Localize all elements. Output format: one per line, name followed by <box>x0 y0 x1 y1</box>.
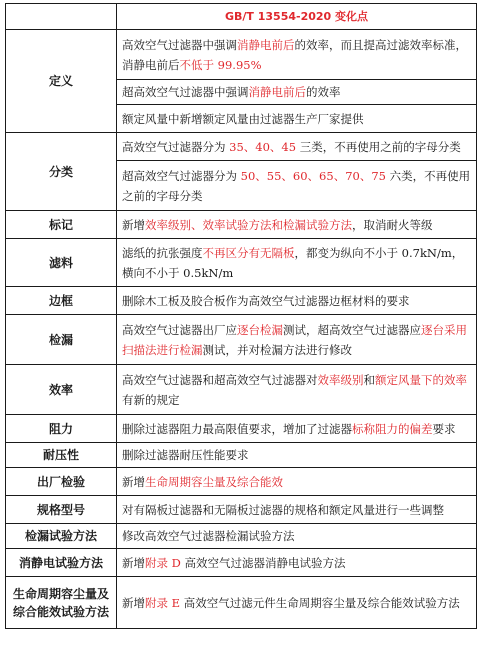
text: 额定风量中新增额定风量由过滤器生产厂家提供 <box>122 111 364 126</box>
highlight: 消静电前后 <box>237 37 295 52</box>
comparison-table-wrapper <box>5 3 477 629</box>
highlight: 不低于 99.95% <box>179 57 262 72</box>
text: 新增 <box>122 595 145 610</box>
text: ，都变为纵向不小于 0.7kN/m，横向不小于 0.5kN/m <box>122 245 464 280</box>
category-pressure: 耐压性 <box>6 443 117 468</box>
category-frame: 边框 <box>6 287 117 315</box>
table-row <box>6 415 477 443</box>
text: 有新的规定 <box>122 392 180 407</box>
table-row <box>6 133 477 161</box>
text: 三类，不再使用之前的字母分类 <box>296 139 461 154</box>
classification-item-1 <box>117 133 477 161</box>
efficiency-content <box>117 365 477 415</box>
category-spec-model: 规格型号 <box>6 496 117 524</box>
text: 高效空气过滤器中强调 <box>122 37 237 52</box>
table-row <box>6 239 477 287</box>
text: 删除过滤器耐压性能要求 <box>122 448 249 462</box>
filter-media-content <box>117 239 477 287</box>
lifecycle-method-content <box>117 577 477 629</box>
text: 删除过滤器阻力最高限值要求，增加了过滤器 <box>122 421 352 436</box>
highlight: 不再区分有无隔板 <box>202 245 295 260</box>
table-row <box>6 211 477 239</box>
text: 修改高效空气过滤器检漏试验方法 <box>122 529 295 543</box>
text: 新增 <box>122 217 145 232</box>
text: 滤纸的抗张强度 <box>122 245 203 260</box>
highlight: 附录 D <box>145 555 181 570</box>
category-lifecycle-method: 生命周期容尘量及综合能效试验方法 <box>6 577 117 629</box>
factory-inspection-content <box>117 468 477 496</box>
text: 测试，超高效空气过滤器应 <box>283 322 421 337</box>
text: 和 <box>363 372 375 387</box>
table-row <box>6 365 477 415</box>
category-leak-test: 检漏 <box>6 315 117 365</box>
text: 超高效空气过滤器中强调 <box>122 85 249 99</box>
text: 要求 <box>432 421 456 436</box>
text: 高效空气过滤器出厂应 <box>122 322 237 337</box>
text: 新增 <box>122 555 145 570</box>
leak-method-content <box>117 524 477 549</box>
category-definition: 定义 <box>6 30 117 133</box>
highlight: 效率级别 <box>317 372 364 387</box>
classification-item-2 <box>117 161 477 211</box>
text: 的效率，而且提高过滤效率标准，消静电前后 <box>122 37 467 72</box>
highlight: 35、40、45 <box>229 139 297 154</box>
table-title: GB/T 13554-2020 变化点 <box>117 4 477 30</box>
category-classification: 分类 <box>6 133 117 211</box>
text: 超高效空气过滤器分为 <box>122 168 241 183</box>
marking-content <box>117 211 477 239</box>
table-row <box>6 287 477 315</box>
text: 删除木工板及胶合板作为高效空气过滤器边框材料的要求 <box>122 293 410 308</box>
definition-item-1 <box>117 30 477 80</box>
highlight: 逐台采用扫描法进行检漏 <box>122 322 467 357</box>
table-row <box>6 315 477 365</box>
text: 高效空气过滤元件生命周期容尘量及综合能效试验方法 <box>180 595 460 610</box>
table-row <box>6 496 477 524</box>
table-row <box>6 30 477 80</box>
text: 测试，并对检漏方法进行修改 <box>202 342 352 357</box>
text: 高效空气过滤器分为 <box>122 139 230 154</box>
definition-item-3 <box>117 105 477 133</box>
esd-method-content <box>117 549 477 577</box>
header-corner-cell <box>6 4 117 30</box>
highlight: 附录 E <box>145 595 181 610</box>
highlight: 消静电前后 <box>248 85 306 99</box>
category-efficiency: 效率 <box>6 365 117 415</box>
definition-item-2 <box>117 80 477 105</box>
highlight: 效率级别、效率试验方法和检漏试验方法 <box>145 217 352 232</box>
text: 六类，不再使用之前的字母分类 <box>122 168 471 203</box>
highlight: 额定风量下的效率 <box>375 372 467 387</box>
text: 新增 <box>122 474 145 489</box>
header-row <box>6 4 477 30</box>
text: ，取消耐火等级 <box>352 217 433 232</box>
table-row <box>6 443 477 468</box>
category-esd-method: 消静电试验方法 <box>6 549 117 577</box>
highlight: 标称阻力的偏差 <box>352 421 433 436</box>
table-row <box>6 468 477 496</box>
resistance-content <box>117 415 477 443</box>
highlight: 50、55、60、65、70、75 <box>240 168 386 183</box>
highlight: 逐台检漏 <box>237 322 283 337</box>
text: 对有隔板过滤器和无隔板过滤器的规格和额定风量进行一些调整 <box>122 502 444 517</box>
text: 高效空气过滤器和超高效空气过滤器对 <box>122 372 318 387</box>
table-row <box>6 524 477 549</box>
category-leak-method: 检漏试验方法 <box>6 524 117 549</box>
pressure-content <box>117 443 477 468</box>
text: 的效率 <box>306 85 341 99</box>
category-resistance: 阻力 <box>6 415 117 443</box>
category-factory-inspection: 出厂检验 <box>6 468 117 496</box>
changes-table <box>5 3 477 629</box>
leak-test-content <box>117 315 477 365</box>
category-filter-media: 滤料 <box>6 239 117 287</box>
text: 高效空气过滤器消静电试验方法 <box>180 555 346 570</box>
highlight: 生命周期容尘量及综合能效 <box>145 474 283 489</box>
table-row <box>6 549 477 577</box>
category-marking: 标记 <box>6 211 117 239</box>
frame-content <box>117 287 477 315</box>
spec-model-content <box>117 496 477 524</box>
table-row <box>6 577 477 629</box>
